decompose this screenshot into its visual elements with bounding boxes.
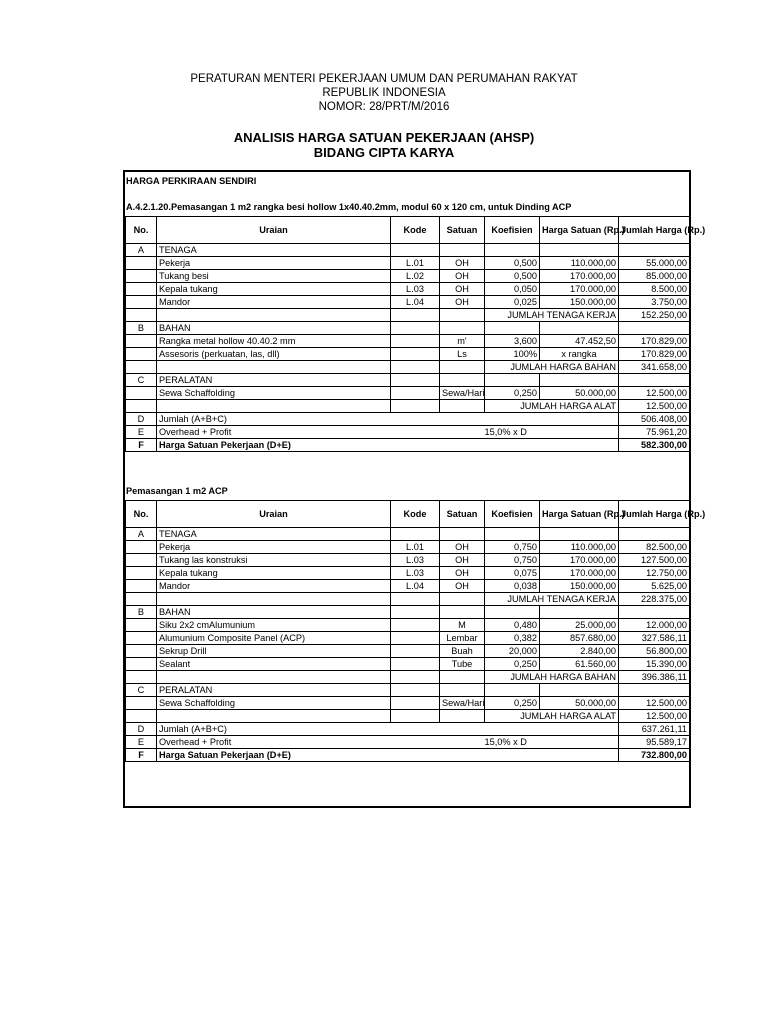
cell-uraian: Sekrup Drill <box>157 645 391 658</box>
regulation-header <box>0 72 768 114</box>
cell-no <box>126 632 157 645</box>
cell-no <box>126 619 157 632</box>
table-row <box>126 528 690 541</box>
cell-uraian: Tukang las konstruksi <box>157 554 391 567</box>
table-row <box>126 697 690 710</box>
cell-koefisien: 0,500 <box>485 257 540 270</box>
subtotal-value: 396.386,11 <box>619 671 690 684</box>
subtotal-row <box>126 309 690 322</box>
cell-uraian: BAHAN <box>157 606 391 619</box>
cell-satuan: OH <box>440 541 485 554</box>
cell-satuan <box>440 671 485 684</box>
subtotal-value: 152.250,00 <box>619 309 690 322</box>
col-jumlah-harga-header: Jumlah Harga (Rp.) <box>619 217 690 244</box>
cell-jumlah-harga: 12.750,00 <box>619 567 690 580</box>
cell-jumlah-harga: 8.500,00 <box>619 283 690 296</box>
summary-value: 582.300,00 <box>619 439 690 452</box>
cell-satuan <box>440 361 485 374</box>
cell-harga-satuan <box>540 322 619 335</box>
cell-no <box>126 400 157 413</box>
regulation-number: NOMOR: 28/PRT/M/2016 <box>318 101 450 113</box>
cell-no <box>126 270 157 283</box>
cell-no <box>126 580 157 593</box>
table-row <box>126 387 690 400</box>
analysis-table <box>125 216 706 452</box>
table-row <box>126 348 690 361</box>
cell-kode <box>391 400 440 413</box>
col-uraian-header: Uraian <box>157 217 391 244</box>
summary-factor <box>485 413 619 426</box>
cell-no <box>126 309 157 322</box>
summary-row <box>126 413 690 426</box>
cell-jumlah-harga: 56.800,00 <box>619 645 690 658</box>
summary-value: 95.589,17 <box>619 736 690 749</box>
cell-kode <box>391 697 440 710</box>
cell-satuan: Lembar <box>440 632 485 645</box>
cell-no <box>126 348 157 361</box>
summary-no: D <box>126 413 157 426</box>
cell-satuan: M <box>440 619 485 632</box>
subtotal-row <box>126 671 690 684</box>
cell-kode <box>391 387 440 400</box>
cell-harga-satuan: 50.000,00 <box>540 387 619 400</box>
cell-jumlah-harga: 170.829,00 <box>619 335 690 348</box>
cell-no: B <box>126 322 157 335</box>
summary-row <box>126 723 690 736</box>
cell-jumlah-harga: 15.390,00 <box>619 658 690 671</box>
subtotal-row <box>126 710 690 723</box>
cell-kode <box>391 645 440 658</box>
cell-no <box>126 697 157 710</box>
cell-satuan: OH <box>440 296 485 309</box>
subtotal-row <box>126 361 690 374</box>
cell-kode: L.01 <box>391 257 440 270</box>
cell-jumlah-harga: 85.000,00 <box>619 270 690 283</box>
summary-factor <box>485 749 619 762</box>
summary-label: Jumlah (A+B+C) <box>157 413 485 426</box>
cell-kode <box>391 658 440 671</box>
cell-uraian <box>157 309 391 322</box>
cell-kode: L.02 <box>391 270 440 283</box>
cell-uraian: Assesoris (perkuatan, las, dll) <box>157 348 391 361</box>
summary-value: 637.261,11 <box>619 723 690 736</box>
cell-harga-satuan <box>540 606 619 619</box>
cell-satuan <box>440 684 485 697</box>
cell-kode <box>391 361 440 374</box>
summary-value: 506.408,00 <box>619 413 690 426</box>
cell-harga-satuan: 170.000,00 <box>540 554 619 567</box>
col-satuan-header: Satuan <box>440 501 485 528</box>
cell-koefisien <box>485 528 540 541</box>
cell-harga-satuan: 61.560,00 <box>540 658 619 671</box>
cell-satuan <box>440 710 485 723</box>
cell-kode: L.04 <box>391 580 440 593</box>
cell-harga-satuan: 150.000,00 <box>540 296 619 309</box>
subtotal-label: JUMLAH HARGA ALAT <box>485 710 619 723</box>
cell-kode <box>391 684 440 697</box>
regulation-line: PERATURAN MENTERI PEKERJAAN UMUM DAN PERUMAHAN RAKYAT <box>190 73 578 85</box>
cell-no <box>126 671 157 684</box>
cell-kode: L.03 <box>391 567 440 580</box>
cell-jumlah-harga <box>619 606 690 619</box>
cell-satuan: OH <box>440 257 485 270</box>
subtotal-value: 228.375,00 <box>619 593 690 606</box>
cell-harga-satuan: 25.000,00 <box>540 619 619 632</box>
cell-kode: L.03 <box>391 283 440 296</box>
cell-satuan: OH <box>440 270 485 283</box>
cell-uraian: PERALATAN <box>157 684 391 697</box>
cell-no: B <box>126 606 157 619</box>
cell-harga-satuan <box>540 528 619 541</box>
cell-uraian: Pekerja <box>157 257 391 270</box>
cell-koefisien: 0,050 <box>485 283 540 296</box>
cell-satuan: OH <box>440 567 485 580</box>
table-title: Pemasangan 1 m2 ACP <box>126 486 228 496</box>
col-harga-satuan-header: Harga Satuan (Rp.) <box>540 501 619 528</box>
cell-koefisien: 0,480 <box>485 619 540 632</box>
cell-harga-satuan: 110.000,00 <box>540 541 619 554</box>
cell-harga-satuan <box>540 684 619 697</box>
cell-no <box>126 296 157 309</box>
subtotal-row <box>126 593 690 606</box>
col-kode-header: Kode <box>391 501 440 528</box>
cell-kode <box>391 374 440 387</box>
table-row <box>126 632 690 645</box>
cell-satuan: OH <box>440 283 485 296</box>
cell-jumlah-harga <box>619 374 690 387</box>
subtotal-label: JUMLAH TENAGA KERJA <box>485 593 619 606</box>
cell-no <box>126 567 157 580</box>
table-row <box>126 257 690 270</box>
cell-no: A <box>126 244 157 257</box>
table-row <box>126 335 690 348</box>
table-row <box>126 658 690 671</box>
cell-satuan <box>440 309 485 322</box>
section-label: HARGA PERKIRAAN SENDIRI <box>126 176 257 186</box>
table-row <box>126 296 690 309</box>
summary-no: F <box>126 749 157 762</box>
cell-satuan: Tube <box>440 658 485 671</box>
cell-satuan <box>440 244 485 257</box>
cell-no <box>126 387 157 400</box>
cell-jumlah-harga <box>619 244 690 257</box>
col-harga-satuan-header: Harga Satuan (Rp.) <box>540 217 619 244</box>
cell-satuan: Sewa/Hari <box>440 387 485 400</box>
col-no-header: No. <box>126 501 157 528</box>
cell-uraian: Kepala tukang <box>157 567 391 580</box>
subtotal-label: JUMLAH HARGA BAHAN <box>485 361 619 374</box>
cell-uraian: TENAGA <box>157 528 391 541</box>
cell-satuan: OH <box>440 554 485 567</box>
cell-koefisien: 0,382 <box>485 632 540 645</box>
cell-kode <box>391 348 440 361</box>
subtotal-label: JUMLAH HARGA BAHAN <box>485 671 619 684</box>
cell-uraian: TENAGA <box>157 244 391 257</box>
cell-uraian: Kepala tukang <box>157 283 391 296</box>
cell-satuan <box>440 528 485 541</box>
cell-satuan: Sewa/Hari <box>440 697 485 710</box>
cell-jumlah-harga: 327.586,11 <box>619 632 690 645</box>
cell-no <box>126 283 157 296</box>
cell-koefisien: 0,250 <box>485 658 540 671</box>
cell-harga-satuan <box>540 374 619 387</box>
cell-satuan: Ls <box>440 348 485 361</box>
cell-uraian: PERALATAN <box>157 374 391 387</box>
cell-koefisien: 0,025 <box>485 296 540 309</box>
cell-jumlah-harga <box>619 528 690 541</box>
cell-koefisien <box>485 684 540 697</box>
summary-factor: 15,0% x D <box>485 736 619 749</box>
cell-uraian: Tukang besi <box>157 270 391 283</box>
cell-harga-satuan: x rangka <box>540 348 619 361</box>
cell-harga-satuan: 2.840,00 <box>540 645 619 658</box>
cell-kode: L.04 <box>391 296 440 309</box>
cell-harga-satuan: 150.000,00 <box>540 580 619 593</box>
cell-harga-satuan: 50.000,00 <box>540 697 619 710</box>
cell-uraian <box>157 671 391 684</box>
cell-kode <box>391 528 440 541</box>
cell-no: A <box>126 528 157 541</box>
table-row <box>126 645 690 658</box>
col-jumlah-harga-header: Jumlah Harga (Rp.) <box>619 501 690 528</box>
subtotal-row <box>126 400 690 413</box>
cell-kode: L.01 <box>391 541 440 554</box>
table-row <box>126 374 690 387</box>
header-row <box>126 501 690 528</box>
col-kode-header: Kode <box>391 217 440 244</box>
summary-label: Harga Satuan Pekerjaan (D+E) <box>157 439 485 452</box>
table-row <box>126 541 690 554</box>
cell-harga-satuan: 47.452,50 <box>540 335 619 348</box>
document-title <box>0 130 768 160</box>
cell-uraian <box>157 400 391 413</box>
cell-no <box>126 257 157 270</box>
cell-kode <box>391 593 440 606</box>
cell-jumlah-harga: 12.500,00 <box>619 697 690 710</box>
summary-no: E <box>126 736 157 749</box>
table-row <box>126 322 690 335</box>
cell-no: C <box>126 684 157 697</box>
cell-no <box>126 361 157 374</box>
cell-kode <box>391 606 440 619</box>
table-row <box>126 684 690 697</box>
summary-no: D <box>126 723 157 736</box>
cell-koefisien: 0,075 <box>485 567 540 580</box>
regulation-line: REPUBLIK INDONESIA <box>322 87 446 99</box>
table-row <box>126 606 690 619</box>
cell-satuan <box>440 400 485 413</box>
cell-koefisien: 3,600 <box>485 335 540 348</box>
cell-uraian: Mandor <box>157 296 391 309</box>
cell-no: C <box>126 374 157 387</box>
cell-satuan <box>440 593 485 606</box>
summary-label: Jumlah (A+B+C) <box>157 723 485 736</box>
cell-jumlah-harga: 5.625,00 <box>619 580 690 593</box>
summary-factor <box>485 439 619 452</box>
summary-factor: 15,0% x D <box>485 426 619 439</box>
cell-satuan <box>440 606 485 619</box>
cell-satuan: OH <box>440 580 485 593</box>
cell-kode <box>391 619 440 632</box>
table-row <box>126 283 690 296</box>
cell-uraian <box>157 710 391 723</box>
cell-kode <box>391 244 440 257</box>
cell-satuan <box>440 322 485 335</box>
cell-koefisien: 20,000 <box>485 645 540 658</box>
summary-row <box>126 736 690 749</box>
cell-koefisien: 0,500 <box>485 270 540 283</box>
cell-harga-satuan: 170.000,00 <box>540 567 619 580</box>
cell-no <box>126 541 157 554</box>
cell-no <box>126 593 157 606</box>
cell-jumlah-harga <box>619 322 690 335</box>
cell-no <box>126 658 157 671</box>
cell-uraian: Sewa Schaffolding <box>157 387 391 400</box>
cell-kode <box>391 322 440 335</box>
cell-jumlah-harga: 55.000,00 <box>619 257 690 270</box>
cell-satuan: m' <box>440 335 485 348</box>
cell-uraian: Pekerja <box>157 541 391 554</box>
cell-uraian: Siku 2x2 cmAlumunium <box>157 619 391 632</box>
summary-no: E <box>126 426 157 439</box>
cell-kode <box>391 335 440 348</box>
cell-no <box>126 554 157 567</box>
summary-factor <box>485 723 619 736</box>
ahsp-table-box <box>123 170 706 808</box>
subtotal-label: JUMLAH TENAGA KERJA <box>485 309 619 322</box>
cell-koefisien <box>485 374 540 387</box>
cell-uraian: Sealant <box>157 658 391 671</box>
cell-uraian <box>157 593 391 606</box>
cell-no <box>126 710 157 723</box>
summary-row <box>126 439 690 452</box>
cell-koefisien <box>485 322 540 335</box>
table-row <box>126 567 690 580</box>
col-koefisien-header: Koefisien <box>485 501 540 528</box>
summary-label: Overhead + Profit <box>157 426 485 439</box>
subtotal-value: 12.500,00 <box>619 400 690 413</box>
cell-no <box>126 645 157 658</box>
cell-harga-satuan: 170.000,00 <box>540 270 619 283</box>
cell-uraian: BAHAN <box>157 322 391 335</box>
cell-no <box>126 335 157 348</box>
cell-kode: L.03 <box>391 554 440 567</box>
cell-koefisien <box>485 606 540 619</box>
cell-jumlah-harga: 127.500,00 <box>619 554 690 567</box>
table-row <box>126 270 690 283</box>
cell-koefisien: 0,750 <box>485 541 540 554</box>
table-row <box>126 580 690 593</box>
summary-label: Harga Satuan Pekerjaan (D+E) <box>157 749 485 762</box>
header-row <box>126 217 690 244</box>
col-koefisien-header: Koefisien <box>485 217 540 244</box>
title-line: BIDANG CIPTA KARYA <box>313 145 455 160</box>
cell-jumlah-harga: 82.500,00 <box>619 541 690 554</box>
cell-harga-satuan: 170.000,00 <box>540 283 619 296</box>
cell-koefisien <box>485 244 540 257</box>
table-row <box>126 554 690 567</box>
cell-koefisien: 0,250 <box>485 697 540 710</box>
cell-harga-satuan: 110.000,00 <box>540 257 619 270</box>
col-uraian-header: Uraian <box>157 501 391 528</box>
summary-row <box>126 426 690 439</box>
cell-uraian: Sewa Schaffolding <box>157 697 391 710</box>
cell-koefisien: 0,250 <box>485 387 540 400</box>
summary-no: F <box>126 439 157 452</box>
cell-jumlah-harga <box>619 684 690 697</box>
cell-kode <box>391 309 440 322</box>
cell-satuan: Buah <box>440 645 485 658</box>
title-line: ANALISIS HARGA SATUAN PEKERJAAN (AHSP) <box>233 130 535 145</box>
cell-kode <box>391 671 440 684</box>
col-satuan-header: Satuan <box>440 217 485 244</box>
cell-kode <box>391 710 440 723</box>
analysis-table <box>125 500 706 762</box>
cell-jumlah-harga: 12.000,00 <box>619 619 690 632</box>
cell-uraian: Alumunium Composite Panel (ACP) <box>157 632 391 645</box>
subtotal-value: 341.658,00 <box>619 361 690 374</box>
cell-harga-satuan <box>540 244 619 257</box>
cell-koefisien: 0,750 <box>485 554 540 567</box>
summary-label: Overhead + Profit <box>157 736 485 749</box>
summary-value: 75.961,20 <box>619 426 690 439</box>
cell-uraian: Rangka metal hollow 40.40.2 mm <box>157 335 391 348</box>
subtotal-value: 12.500,00 <box>619 710 690 723</box>
table-row <box>126 244 690 257</box>
cell-uraian: Mandor <box>157 580 391 593</box>
cell-koefisien: 100% <box>485 348 540 361</box>
col-no-header: No. <box>126 217 157 244</box>
cell-koefisien: 0,038 <box>485 580 540 593</box>
cell-jumlah-harga: 170.829,00 <box>619 348 690 361</box>
summary-value: 732.800,00 <box>619 749 690 762</box>
cell-kode <box>391 632 440 645</box>
summary-row <box>126 749 690 762</box>
table-title: A.4.2.1.20.Pemasangan 1 m2 rangka besi hollow 1x40.40.2mm, modul 60 x 120 cm, untuk Dinding ACP <box>126 202 572 212</box>
cell-satuan <box>440 374 485 387</box>
cell-jumlah-harga: 3.750,00 <box>619 296 690 309</box>
cell-jumlah-harga: 12.500,00 <box>619 387 690 400</box>
cell-uraian <box>157 361 391 374</box>
subtotal-label: JUMLAH HARGA ALAT <box>485 400 619 413</box>
cell-harga-satuan: 857.680,00 <box>540 632 619 645</box>
table-row <box>126 619 690 632</box>
